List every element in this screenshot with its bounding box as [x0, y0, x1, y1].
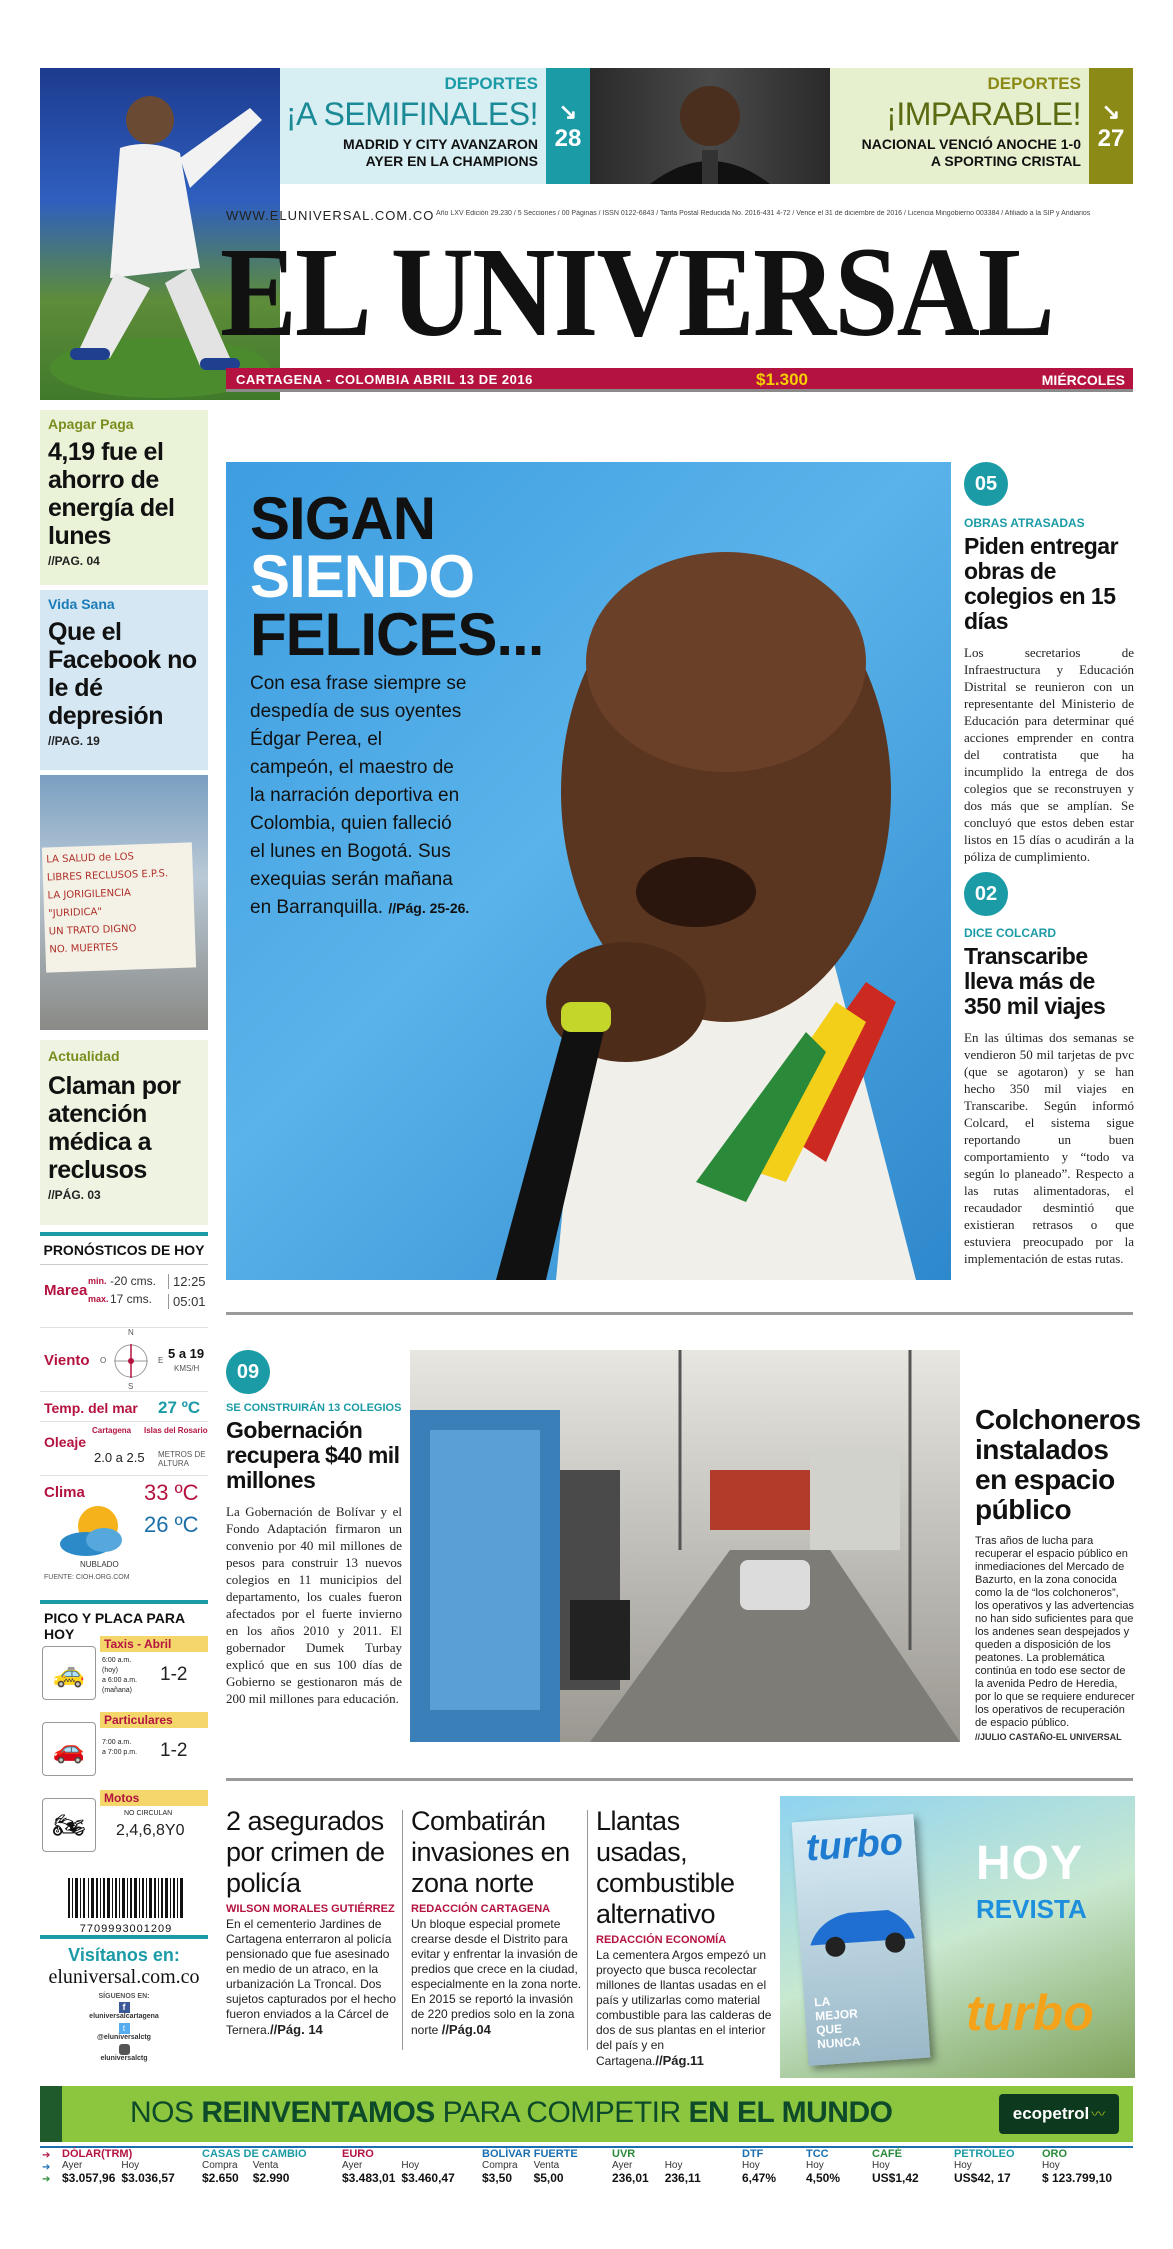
compass-s: S: [128, 1382, 134, 1391]
arrow-down-right-icon: ↘: [1101, 99, 1121, 124]
story-page[interactable]: //Pág.11: [655, 2053, 704, 2068]
time-line: (mañana): [102, 1687, 132, 1694]
pico-taxis-label: Taxis - Abril: [100, 1636, 208, 1652]
protest-sign: [42, 842, 196, 972]
pico-motos-note: NO CIRCULAN: [124, 1810, 173, 1817]
story-body-text: En el cementerio Jardines de Cartagena enterraron al policía pensionado que fue asesinado en medio de un atraco, en la urbanización La Troncal. Dos sujetos capturados por el hecho fueron enviados a la Cárcel de Ternera.: [226, 1917, 397, 2037]
indicator-name: DTF: [742, 2148, 764, 2160]
magazine-cover: [792, 1814, 931, 2066]
facebook-icon[interactable]: f: [119, 2002, 130, 2013]
social-title: Visítanos en:: [68, 1945, 180, 1965]
indicator-name: BOLÍVAR FUERTE: [482, 2148, 578, 2160]
indicator-col: Hoy: [664, 2160, 683, 2171]
taxi-icon: 🚕: [42, 1646, 96, 1700]
oleaje-col2: Islas del Rosario: [144, 1426, 208, 1435]
story-transcaribe[interactable]: [964, 872, 1134, 1267]
lead-headline-line: FELICES...: [250, 601, 544, 668]
story-page[interactable]: //Pág. 14: [270, 2022, 323, 2037]
story-byline: REDACCIÓN CARTAGENA: [411, 1903, 551, 1915]
social-fb[interactable]: eluniversalcartagena: [89, 2013, 159, 2020]
barcode-number: 7709993001209: [79, 1923, 173, 1935]
pico-taxis: [40, 1636, 208, 1708]
indicator-oro: [1042, 2148, 1132, 2185]
indicator-col: Hoy: [1042, 2160, 1060, 2171]
compass-o: O: [100, 1356, 107, 1365]
sidebar-item-reclusos[interactable]: [40, 1040, 208, 1225]
pico-motos-label: Motos: [100, 1790, 208, 1806]
social-site[interactable]: eluniversal.com.co: [48, 1966, 200, 1988]
indicator-val: $ 123.799,10: [1042, 2171, 1113, 2185]
indicator-val: 6,47%: [742, 2171, 777, 2185]
pico-taxis-plates: 1-2: [160, 1664, 188, 1685]
pico-part-times: [102, 1738, 137, 1758]
sign-line: LA JORIGILENCIA: [47, 887, 132, 902]
divider: [226, 1312, 1133, 1315]
price: $1.300: [756, 370, 808, 389]
story-number: 02: [964, 872, 1008, 916]
col-divider: [587, 1810, 588, 2050]
marea-max: 17 cms.: [110, 1292, 153, 1306]
banner-text-b: REINVENTAMOS: [201, 2096, 435, 2129]
pico-motos: [40, 1790, 208, 1862]
story-byline: REDACCIÓN ECONOMÍA: [596, 1934, 727, 1946]
sidebar-headline: 4,19 fue el ahorro de energía del lunes: [48, 438, 175, 550]
story-asegurados[interactable]: [226, 1806, 398, 2038]
story-body: En las últimas dos semanas se vendieron 50 mil tarjetas de pvc (que se agotaron) y se han hecho 350 mil viajes en Transcaribe. Según informó Colcard, el sistema sigue reportando un buen comportamiento y “todo va según lo planeado”. Respecto a las rutas alimentadoras, el recaudador desmintió que existieran retrasos o que estuviera preocupado por la implementación de estas rutas.: [964, 1030, 1134, 1266]
clima-max: 33 ºC: [144, 1480, 199, 1505]
instagram-icon[interactable]: [119, 2044, 130, 2055]
divider: [226, 1778, 1133, 1781]
indicator-val: $2.650: [202, 2171, 239, 2185]
social-ig[interactable]: eluniversalctg: [100, 2055, 148, 2062]
indicator-val: $3.057,96: [62, 2171, 116, 2185]
social-follow: SÍGUENOS EN:: [98, 1993, 150, 2000]
story-invasiones[interactable]: [411, 1806, 583, 2038]
indicator-val: US$1,42: [872, 2171, 919, 2185]
indicator-col: Hoy: [954, 2160, 972, 2171]
story-obras[interactable]: [964, 462, 1134, 865]
indicator-col: Ayer: [342, 2160, 363, 2171]
pico-particulares: [40, 1712, 208, 1784]
indicator-col: Venta: [252, 2160, 279, 2171]
temp-value: 27 ºC: [158, 1398, 201, 1417]
viento-value: 5 a 19: [168, 1346, 205, 1361]
marea-min-label: min.: [88, 1276, 107, 1286]
indicator-val: 4,50%: [806, 2171, 841, 2185]
indicator-name: CASAS DE CAMBIO: [202, 2148, 307, 2160]
marea-min: -20 cms.: [110, 1274, 157, 1288]
story-kicker: SE CONSTRUIRÁN 13 COLEGIOS: [226, 1402, 402, 1414]
story-body: [596, 1948, 772, 2069]
promo-turbo: turbo: [966, 1985, 1094, 2041]
indicator-val: $2.990: [252, 2171, 290, 2185]
indicator-val: $5,00: [533, 2171, 564, 2185]
sidebar-page: //PAG. 04: [48, 554, 100, 568]
indicator-name: PETRÓLEO: [954, 2148, 1015, 2160]
viento-row: [40, 1330, 208, 1392]
forecast-title: PRONÓSTICOS DE HOY: [40, 1236, 208, 1265]
indicator-casas: [202, 2148, 338, 2185]
time-line: a 7:00 p.m.: [102, 1749, 138, 1756]
turbo-promo[interactable]: [780, 1796, 1135, 2078]
oleaje-row: [40, 1424, 208, 1476]
col-divider: [402, 1810, 403, 2050]
temp-row: [40, 1394, 208, 1422]
mag-cover-text: LA MEJOR QUE NUNCA: [813, 1994, 861, 2052]
dateline-bar: [226, 368, 1133, 392]
story-headline: Gobernación recupera $40 mil millones: [226, 1417, 400, 1493]
viento-label: Viento: [44, 1352, 90, 1369]
promo-hoy: HOY: [976, 1837, 1084, 1890]
indicator-val: US$42, 17: [954, 2171, 1011, 2185]
clima-condition: NUBLADO: [80, 1560, 119, 1569]
indicator-name: UVR: [612, 2148, 636, 2160]
marea-label: Marea: [44, 1282, 88, 1299]
car-icon: 🚗: [42, 1722, 96, 1776]
indicator-tcc: [806, 2148, 870, 2185]
lead-headline-line: SIGAN: [250, 485, 436, 552]
indicator-name: CAFÉ: [872, 2148, 902, 2160]
teaser-sub: MADRID Y CITY AVANZARON AYER EN LA CHAMPIONS: [343, 136, 538, 169]
clima-label: Clima: [44, 1484, 85, 1501]
time-line: 7:00 a.m.: [102, 1739, 132, 1746]
pico-placa-box: [40, 1600, 208, 1870]
compass-icon: [106, 1336, 156, 1386]
story-llantas[interactable]: [596, 1806, 772, 2069]
indicator-col: Compra: [482, 2160, 518, 2171]
story-body: [411, 1917, 583, 2038]
teaser-page-badge: [1089, 68, 1133, 184]
teaser-page: 28: [554, 125, 582, 152]
barcode: [66, 1878, 186, 1935]
indicator-euro: [342, 2148, 478, 2185]
indicator-val: 236,01: [612, 2171, 649, 2185]
indicator-name: DÓLAR(TRM): [62, 2148, 133, 2160]
time-line: a 6:00 a.m.: [102, 1677, 138, 1684]
sign-line: LA SALUD de LOS: [46, 851, 135, 866]
oleaje-unit: METROS DE ALTURA: [158, 1450, 206, 1468]
clima-source: FUENTE: CIOH.ORG.COM: [44, 1574, 130, 1581]
teaser-imparable[interactable]: [830, 68, 1133, 184]
pico-part-plates: 1-2: [160, 1740, 188, 1761]
lead-headline-line: SIENDO: [250, 543, 475, 610]
sign-line: "JURIDICA": [47, 906, 103, 920]
referee-photo: [590, 68, 830, 184]
sidebar-headline: Claman por atención médica a reclusos: [48, 1072, 181, 1184]
banner-text-c: PARA COMPETIR: [434, 2096, 689, 2129]
lead-body: [250, 670, 470, 922]
teaser-headline: ¡IMPARABLE!: [886, 96, 1081, 132]
story-page[interactable]: //Pág.04: [441, 2022, 491, 2037]
teaser-headline: ¡A SEMIFINALES!: [285, 96, 538, 132]
indicator-dtf: [742, 2148, 806, 2185]
indicator-bolivar: [482, 2148, 608, 2185]
indicator-val: $3.483,01: [342, 2171, 396, 2185]
marea-row: [40, 1272, 208, 1328]
indicator-col: Ayer: [612, 2160, 633, 2171]
teaser-semifinales[interactable]: [280, 68, 590, 184]
indicator-col: Hoy: [121, 2160, 140, 2171]
arrow-right-icon: ➔: [42, 2174, 51, 2185]
sidebar-kicker: Actualidad: [48, 1048, 120, 1064]
story-kicker: DICE COLCARD: [964, 926, 1056, 940]
ecopetrol-logo: [999, 2094, 1119, 2134]
story-headline: Colchoneros instalados en espacio público: [975, 1404, 1141, 1525]
pico-title: PICO Y PLACA PARA HOY: [44, 1610, 185, 1642]
sign-line: NO. MUERTES: [49, 942, 119, 956]
time-line: (hoy): [102, 1667, 118, 1674]
story-byline: WILSON MORALES GUTIÉRREZ: [226, 1903, 395, 1915]
story-headline: 2 asegurados por crimen de policía: [226, 1806, 385, 1898]
sign-line: UN TRATO DIGNO: [48, 923, 137, 938]
sidebar-kicker: Apagar Paga: [48, 416, 134, 432]
teaser-section: DEPORTES: [444, 74, 538, 93]
newspaper-title: EL UNIVERSAL: [220, 221, 1054, 363]
teaser-section: DEPORTES: [987, 74, 1081, 93]
clima-min: 26 ºC: [144, 1512, 199, 1537]
social-box: [40, 1935, 208, 2073]
indicators-bar: [40, 2146, 1133, 2190]
forecast-box: [40, 1232, 208, 1590]
indicator-name: EURO: [342, 2148, 374, 2160]
dateline: CARTAGENA - COLOMBIA ABRIL 13 DE 2016: [236, 372, 533, 387]
indicator-name: ORO: [1042, 2148, 1068, 2160]
story-body: La Gobernación de Bolívar y el Fondo Adaptación firmaron un convenio por 40 mil millones de pesos para construir 13 nuevos colegios en 11 municipios del departamento, los cuales fueron afectados por el fuerte invierno en los años 2010 y 2011. El gobernador Dumek Turbay explicó que en sus 100 días de Gobierno se gestionaron más de 200 mil millones para educación.: [226, 1504, 402, 1706]
compass-e: E: [158, 1356, 164, 1365]
marea-time-1: 12:25: [168, 1274, 206, 1289]
arrow-down-icon: ➔: [42, 2162, 51, 2173]
indicator-name: TCC: [806, 2148, 829, 2160]
story-kicker: OBRAS ATRASADAS: [964, 516, 1085, 530]
pico-taxis-times: [102, 1656, 137, 1696]
indicator-col: Hoy: [806, 2160, 824, 2171]
mag-title: turbo: [804, 1820, 905, 1870]
edition-info: Año LXV Edición 29.230 / 5 Secciones / 00 Páginas / ISSN 0122-6843 / Tarifa Postal Reducida No. 2016-431 4-72 / Vence el 31 de diciembre de 2016 / Licencia Mingobierno 003384 / Afiliado a la SIP y Andiarios: [436, 210, 1091, 217]
viento-unit: KMS/H: [174, 1364, 200, 1373]
oleaje-value: 2.0 a 2.5: [94, 1450, 145, 1465]
twitter-icon[interactable]: t: [119, 2023, 130, 2034]
indicator-uvr: [612, 2148, 738, 2185]
ecopetrol-banner[interactable]: [40, 2086, 1133, 2142]
pico-part-label: Particulares: [100, 1712, 208, 1728]
story-number: 05: [964, 462, 1008, 506]
social-tw[interactable]: @eluniversalctg: [97, 2034, 151, 2041]
iguana-icon: 〰: [1091, 2106, 1106, 2122]
protest-photo: [40, 775, 208, 1030]
indicator-cafe: [872, 2148, 952, 2185]
sidebar-headline: Que el Facebook no le dé depresión: [48, 618, 197, 730]
teaser-page: 27: [1097, 125, 1125, 152]
promo-revista: REVISTA: [976, 1894, 1087, 1924]
banner-text: [130, 2096, 892, 2130]
sign-line: LIBRES RECLUSOS E.P.S.: [46, 868, 169, 884]
oleaje-label: Oleaje: [44, 1434, 87, 1450]
clima-row: [40, 1478, 208, 1588]
sidebar-page: //PÁG. 03: [48, 1188, 101, 1202]
teaser-sub: NACIONAL VENCIÓ ANOCHE 1-0 A SPORTING CRISTAL: [861, 136, 1081, 169]
arrow-up-icon: ➔: [42, 2150, 51, 2161]
story-colchoneros[interactable]: [975, 1404, 1141, 1742]
website-url[interactable]: WWW.ELUNIVERSAL.COM.CO: [226, 208, 435, 223]
weekday: MIÉRCOLES: [1041, 372, 1125, 388]
arrow-down-right-icon: ↘: [558, 99, 578, 124]
story-body: Los secretarios de Infraestructura y Educación Distrital se reunieron con un representante del Ministerio de Educación para determinar qué acciones emprender en contra del contratista que ha incumplido la entrega de dos colegios que se reconstruyen y dos más que se amplían. Se concluyó que estos deben estar listos en 15 días o acudirán a la póliza de cumplimiento.: [964, 645, 1134, 864]
indicator-col: Hoy: [742, 2160, 760, 2171]
compass-n: N: [128, 1328, 134, 1337]
indicator-col: Venta: [533, 2160, 560, 2171]
story-number: 09: [226, 1350, 270, 1394]
car-image: [796, 1883, 923, 1971]
photo-credit: //JULIO CASTAÑO-EL UNIVERSAL: [975, 1732, 1122, 1742]
indicator-val: $3.036,57: [121, 2171, 175, 2185]
sidebar-kicker: Vida Sana: [48, 596, 115, 612]
story-gobernacion[interactable]: [226, 1350, 402, 1707]
indicator-col: Hoy: [872, 2160, 890, 2171]
teaser-page-badge: [546, 68, 590, 184]
indicator-col: Hoy: [401, 2160, 420, 2171]
indicator-val: $3,50: [482, 2171, 513, 2185]
marea-max-label: max.: [88, 1294, 109, 1304]
story-body: Tras años de lucha para recuperar el espacio público en inmediaciones del Mercado de Bazurto, en la zona conocida como la de “los colchoneros”, los operativos y las advertencias no han sido suficientes para que los andenes sean despejados y queden a disposición de los peatones. La problemática continúa en todo ese sector de la avenida Pedro de Heredia, por lo que se requiere endurecer los operativos de recuperación de espacio público.: [975, 1535, 1135, 1729]
story-body-text: La cementera Argos empezó un proyecto que busca recolectar millones de llantas usadas en el país y utilizarlas como material combustible para las calderas de dos de sus plantas en el interior del país y en Cartagena.: [596, 1948, 772, 2068]
story-headline: Combatirán invasiones en zona norte: [411, 1806, 570, 1898]
banner-text-a: NOS: [130, 2096, 202, 2129]
indicator-val: 236,11: [664, 2171, 701, 2185]
brand-name: ecopetrol: [1012, 2104, 1090, 2123]
lead-page[interactable]: //Pág. 25-26.: [388, 900, 470, 916]
banner-text-d: EN EL MUNDO: [688, 2096, 893, 2129]
indicator-petroleo: [954, 2148, 1040, 2185]
story-headline: Piden entregar obras de colegios en 15 días: [964, 533, 1119, 634]
barcode-bars: [66, 1878, 186, 1918]
cloudy-sun-icon: [54, 1500, 138, 1564]
oleaje-col1: Cartagena: [92, 1426, 132, 1435]
story-headline: Llantas usadas, combustible alternativo: [596, 1806, 735, 1929]
indicator-col: Compra: [202, 2160, 238, 2171]
sidebar-page: //PAG. 19: [48, 734, 100, 748]
indicator-col: Ayer: [62, 2160, 83, 2171]
story-body-text: Un bloque especial promete crearse desde el Distrito para evitar y enfrentar la invasión de predios que crece en la ciudad, especialmente en la zona norte. En 2015 se reportó la invasión de 220 predios solo en la zona norte: [411, 1917, 582, 2037]
sidebar-item-energy[interactable]: [40, 410, 208, 585]
marea-time-2: 05:01: [168, 1294, 206, 1309]
colchoneros-photo: [410, 1350, 960, 1742]
story-body: [226, 1917, 398, 2038]
sidebar-item-facebook[interactable]: [40, 590, 208, 770]
indicator-val: $3.460,47: [401, 2171, 455, 2185]
indicator-dolar: [62, 2148, 198, 2185]
time-line: 6:00 a.m.: [102, 1657, 132, 1664]
pico-motos-plates: 2,4,6,8Y0: [116, 1822, 185, 1839]
temp-label: Temp. del mar: [44, 1400, 138, 1416]
motorcycle-icon: 🏍: [42, 1798, 96, 1852]
story-headline: Transcaribe lleva más de 350 mil viajes: [964, 943, 1106, 1019]
lead-body-text: Con esa frase siempre se despedía de sus oyentes Édgar Perea, el campeón, el maestro de la narración deportiva en Colombia, quien falleció el lunes en Bogotá. Sus exequias serán mañana en Barranquilla.: [250, 673, 467, 918]
lead-headline: [250, 485, 544, 668]
